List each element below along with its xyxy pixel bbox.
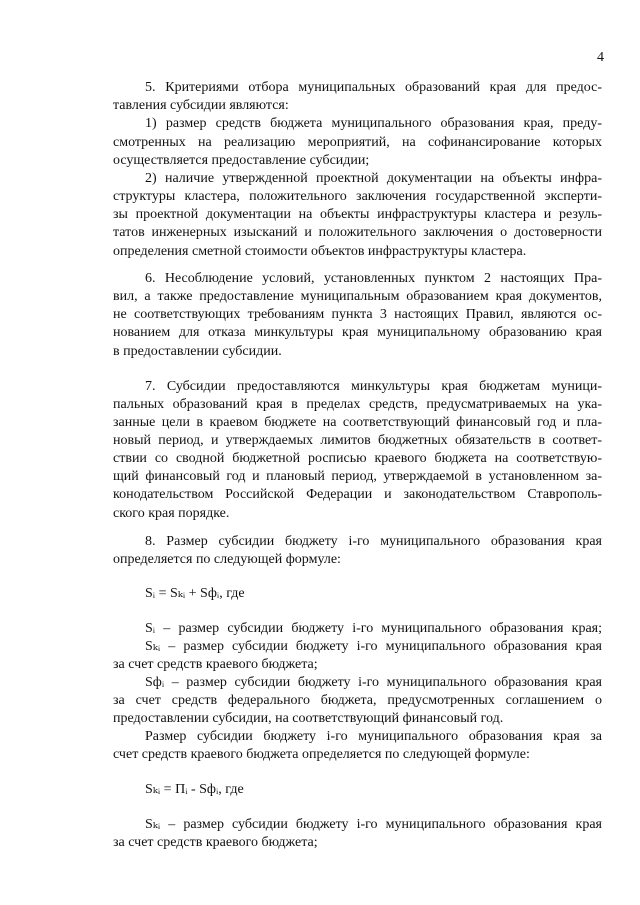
text-line: 1) размер средств бюджета муниципального образования края, преду- <box>145 116 602 131</box>
text-line: за счет средств краевого бюджета; <box>113 657 318 672</box>
text-line: зы проектной документации на объекты инфраструктуры кластера и резуль- <box>113 207 602 222</box>
text-line: 5. Критериями отбора муниципальных образований края для предос- <box>145 80 602 95</box>
text-line: Размер субсидии бюджету i-го муниципального образования края за <box>145 729 602 744</box>
text-line: 8. Размер субсидии бюджету i-го муниципального образования края <box>145 534 602 549</box>
text-line: новый период, и утверждаемых лимитов бюджетных обязательств в соответ- <box>113 433 602 448</box>
text-line: ствии со сводной бюджетной росписью краевого бюджета на соответствую- <box>113 451 602 466</box>
text-line: Sₖᵢ – размер субсидии бюджету i-го муниципального образования края <box>145 639 602 654</box>
text-line: предоставлении субсидии, на соответствующий финансовый год. <box>113 711 504 726</box>
text-line: пальных образований края в пределах средств, предусматриваемых на ука- <box>113 397 602 412</box>
page-number: 4 <box>597 50 604 65</box>
formula-line: Sₖᵢ = Пᵢ - Sфᵢ, где <box>145 782 244 797</box>
text-line: Sᵢ – размер субсидии бюджету i-го муниципального образования края; <box>145 621 602 636</box>
text-line: определяется по следующей формуле: <box>113 552 341 567</box>
text-line: нованием для отказа минкультуры края муниципальному образованию края <box>113 325 602 340</box>
text-line: занные цели в краевом бюджете на соответствующий финансовый год и пла- <box>113 415 602 430</box>
text-line: 6. Несоблюдение условий, установленных пунктом 2 настоящих Пра- <box>145 271 602 286</box>
text-line: ского края порядке. <box>113 506 230 521</box>
text-line: за счет средств федерального бюджета, предусмотренных соглашением о <box>113 693 602 708</box>
text-line: тавления субсидии являются: <box>113 98 289 113</box>
text-line: счет средств краевого бюджета определяется по следующей формуле: <box>113 747 530 762</box>
text-line: татов инженерных изысканий и положительного заключения о достоверности <box>113 225 602 240</box>
text-line: осуществляется предоставление субсидии; <box>113 153 370 168</box>
text-line: смотренных на реализацию мероприятий, на софинансирование которых <box>113 135 602 150</box>
text-line: Sфᵢ – размер субсидии бюджету i-го муниципального образования края <box>145 675 602 690</box>
text-line: структуры кластера, положительного заключения государственной эксперти- <box>113 189 602 204</box>
text-line: в предоставлении субсидии. <box>113 344 282 359</box>
formula-line: Sᵢ = Sₖᵢ + Sфᵢ, где <box>145 586 245 601</box>
text-line: щий финансовый год и плановый период, утверждаемой в установленном за- <box>113 469 602 484</box>
text-line: Sₖᵢ – размер субсидии бюджету i-го муниципального образования края <box>145 817 602 832</box>
text-line: 7. Субсидии предоставляются минкультуры края бюджетам муници- <box>145 379 602 394</box>
text-line: вил, а также предоставление муниципальным образованием края документов, <box>113 289 602 304</box>
text-line: конодательством Российской Федерации и законодательством Ставрополь- <box>113 487 602 502</box>
text-line: за счет средств краевого бюджета; <box>113 835 318 850</box>
text-line: не соответствующих требованиям пункта 3 настоящих Правил, являются ос- <box>113 307 602 322</box>
text-line: определения сметной стоимости объектов инфраструктуры кластера. <box>113 244 527 259</box>
text-line: 2) наличие утвержденной проектной документации на объекты инфра- <box>145 171 602 186</box>
